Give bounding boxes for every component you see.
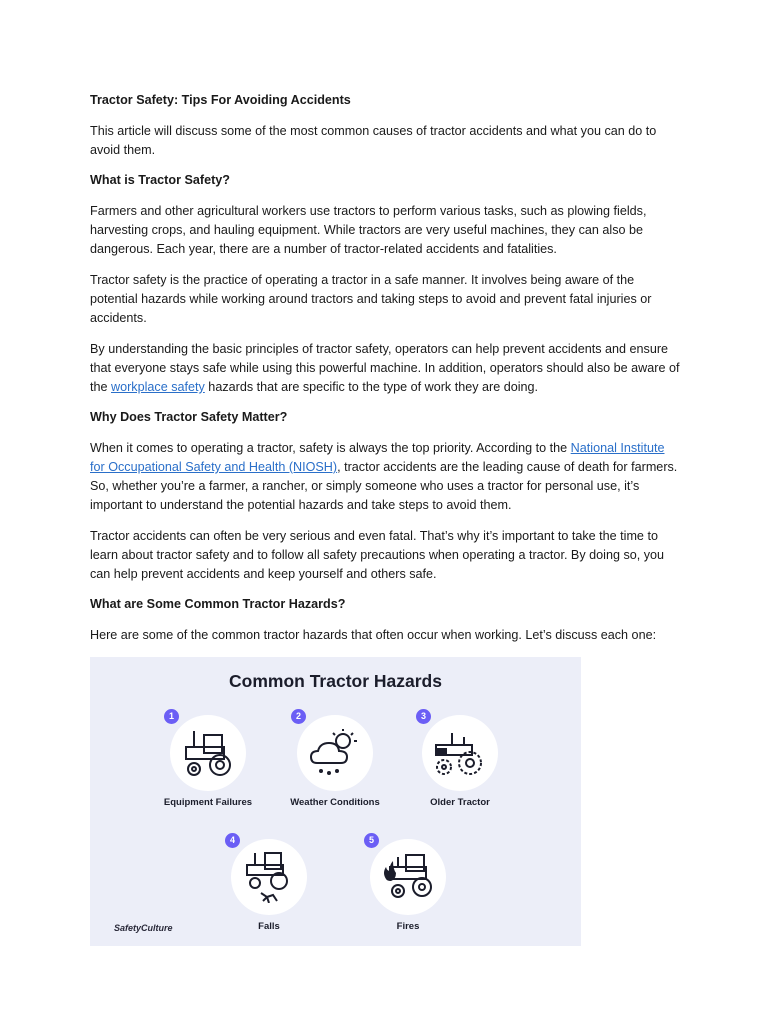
hazard-icon-circle <box>368 835 446 915</box>
hazard-fires <box>333 835 483 932</box>
hazard-label: Weather Conditions <box>290 797 380 808</box>
article <box>90 91 680 946</box>
paragraph-what-2: Tractor safety is the practice of operating a tractor in a safe manner. It involves being aware of the potential hazards while working around tractors and taking steps to avoid and prevent fatal injuries or accidents. <box>90 273 652 325</box>
hazard-icon-circle <box>168 711 246 791</box>
hazard-number-badge: 1 <box>164 709 179 724</box>
hazard-falls <box>194 835 344 932</box>
paragraph-why-2: Tractor accidents can often be very serious and even fatal. That’s why it’s important to take the time to learn about tractor safety and to follow all safety precautions when operating a tractor. By doing so, you can help prevent accidents and keep yourself and others safe. <box>90 529 665 581</box>
hazard-label: Equipment Failures <box>163 797 253 808</box>
hazards-infographic <box>90 657 581 946</box>
niosh-link[interactable]: National Institute for Occupational Safety and Health (NIOSH) <box>90 441 665 474</box>
hazard-icon-circle <box>420 711 498 791</box>
heading-common-hazards: What are Some Common Tractor Hazards? <box>90 597 346 611</box>
paragraph-why-1 <box>90 439 680 515</box>
hazard-icon-circle <box>229 835 307 915</box>
hazard-older-tractor <box>385 711 535 808</box>
paragraph-why-1-text-a: When it comes to operating a tractor, safety is always the top priority. According to the <box>90 441 571 455</box>
tractor-icon <box>180 727 236 779</box>
heading-why-it-matters: Why Does Tractor Safety Matter? <box>90 410 288 424</box>
hazard-label: Older Tractor <box>430 797 490 808</box>
brand-logo: SafetyCulture <box>114 923 173 933</box>
paragraph-hazards: Here are some of the common tractor hazards that often occur when working. Let’s discuss each one: <box>90 628 657 642</box>
paragraph-what-3 <box>90 340 680 397</box>
hazard-icon-circle <box>295 711 373 791</box>
paragraph-what-3-text-b: hazards that are specific to the type of work they are doing. <box>204 380 539 394</box>
weather-icon <box>307 727 363 779</box>
hazard-number-badge: 5 <box>364 833 379 848</box>
hazard-number-badge: 2 <box>291 709 306 724</box>
old-tractor-icon <box>432 727 488 779</box>
tractor-crack-icon <box>241 851 297 903</box>
infographic-title: Common Tractor Hazards <box>229 671 442 691</box>
hazard-label: Falls <box>258 921 280 932</box>
hazard-label: Fires <box>396 921 420 932</box>
paragraph-why-1-text-b: , tractor accidents are the leading cause of death for farmers. So, whether you’re a farmer, a rancher, or simply someone who uses a tractor for personal use, it’s important to understand the potential hazards and take steps to avoid them. <box>90 460 678 512</box>
hazard-number-badge: 4 <box>225 833 240 848</box>
tractor-fire-icon <box>380 851 436 903</box>
intro-paragraph: This article will discuss some of the most common causes of tractor accidents and what you can do to avoid them. <box>90 124 657 157</box>
article-title: Tractor Safety: Tips For Avoiding Accidents <box>90 93 351 107</box>
heading-what-is-tractor-safety: What is Tractor Safety? <box>90 173 230 187</box>
workplace-safety-link[interactable]: workplace safety <box>111 380 205 394</box>
paragraph-what-3-text-a: By understanding the basic principles of tractor safety, operators can help prevent accidents and ensure that everyone stays safe while using this powerful machine. In addition, operators should also be aware of the <box>90 342 680 394</box>
paragraph-what-1: Farmers and other agricultural workers use tractors to perform various tasks, such as plowing fields, harvesting crops, and hauling equipment. While tractors are very useful machines, they can also be dangerous. Each year, there are a number of tractor-related accidents and fatalities. <box>90 204 647 256</box>
hazard-number-badge: 3 <box>416 709 431 724</box>
